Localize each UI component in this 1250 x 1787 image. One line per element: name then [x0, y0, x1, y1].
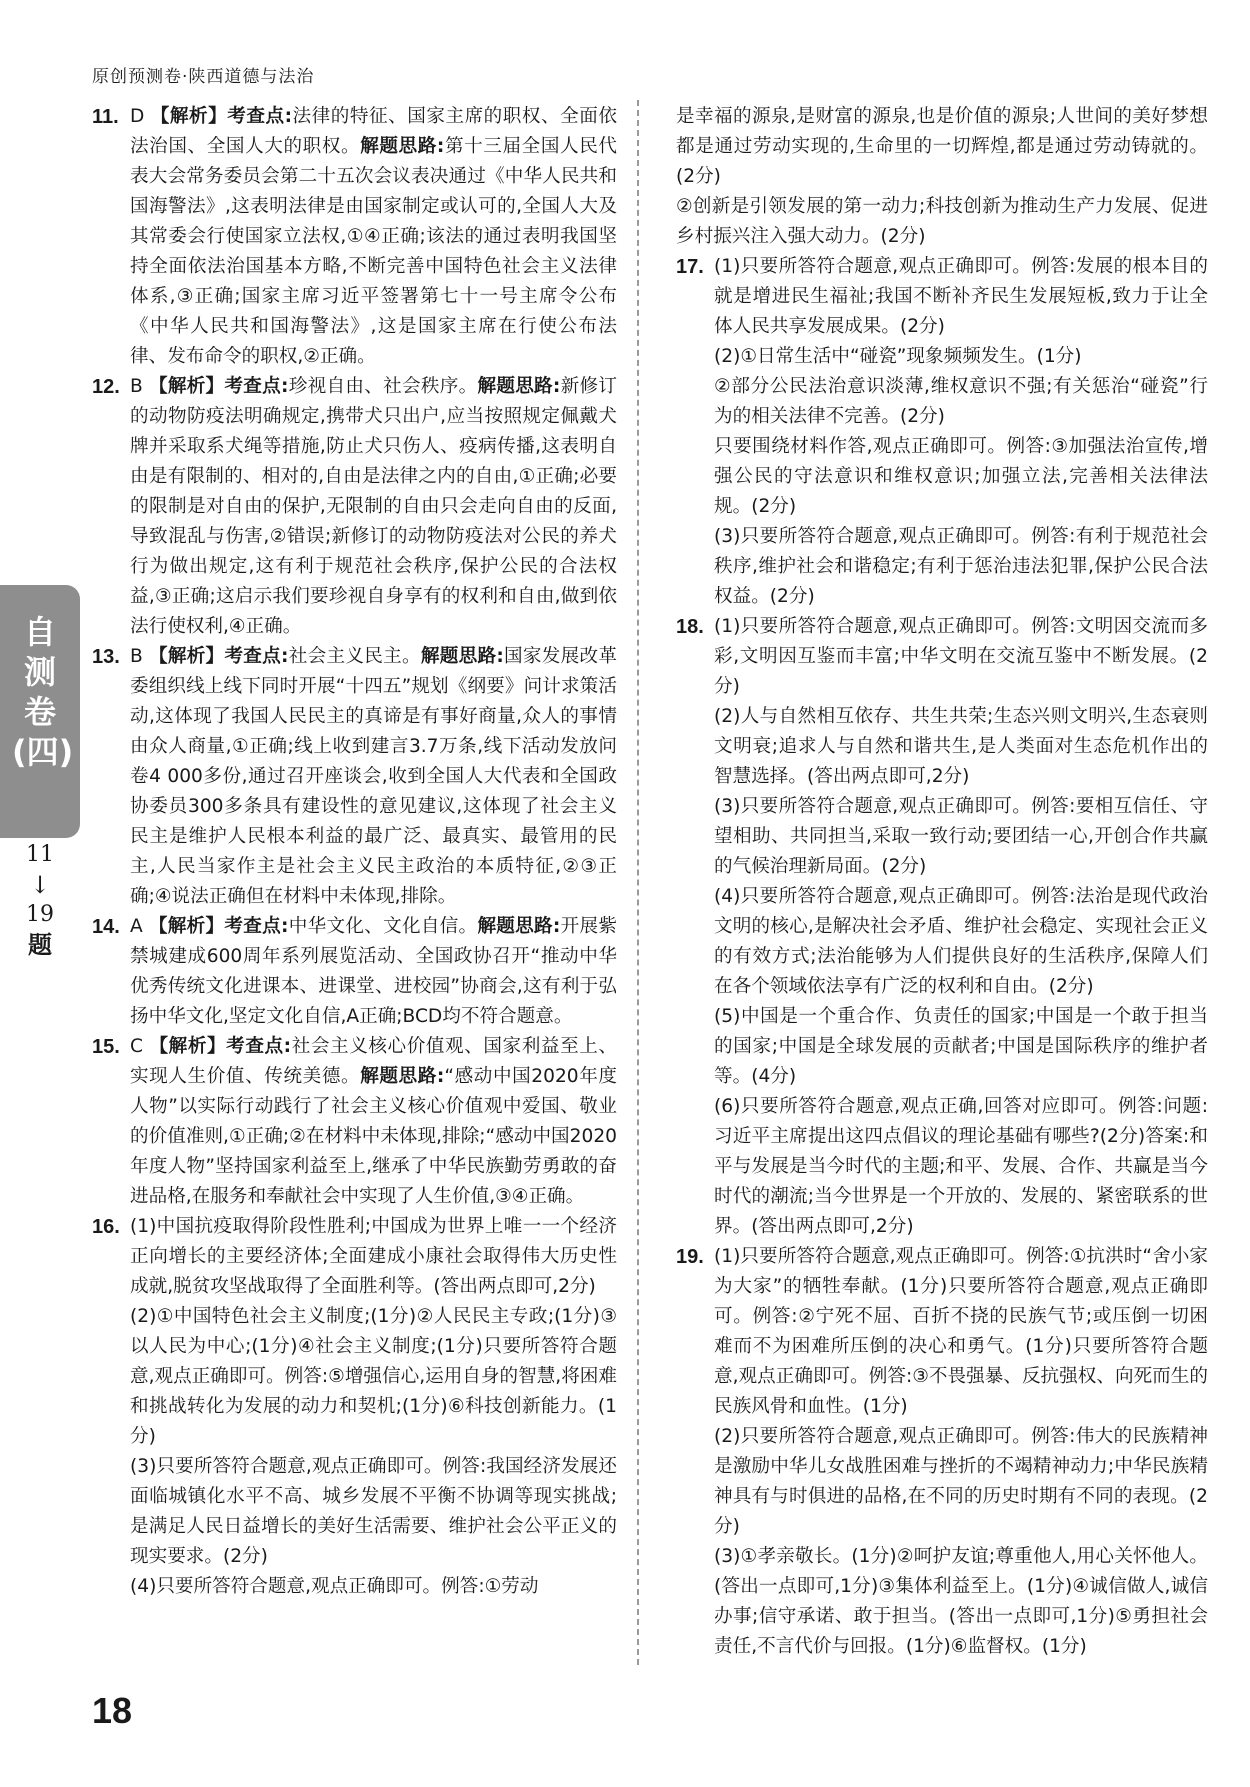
key-point-label: 考查点: [226, 1036, 292, 1057]
question-12 [92, 372, 617, 642]
key-point-label: 考查点: [224, 376, 289, 397]
sub-answer-5: ②创新是引领发展的第一动力;科技创新为推动生产力发展、促进乡村振兴注入强大动力。(2分) [676, 196, 1208, 247]
question-18 [676, 612, 1208, 1242]
question-number: 18. [676, 616, 704, 638]
sub-answer-1: (1)只要所答符合题意,观点正确即可。例答:①抗洪时“舍小家为大家”的牺牲奉献。(1分)只要所答符合题意,观点正确即可。例答:②宁死不屈、百折不挠的民族气节;或压倒一切困难而不为困难所压倒的决心和勇气。(1分)只要所答符合题意,观点正确即可。例答:③不畏强暴、反抗强权、向死而生的民族风骨和血性。(1分) [714, 1246, 1208, 1417]
page-number: 18 [92, 1690, 133, 1731]
sub-answer-3: (3)①孝亲敬长。(1分)②呵护友谊;尊重他人,用心关怀他人。(答出一点即可,1分)③集体利益至上。(1分)④诚信做人,诚信办事;信守承诺、敢于担当。(答出一点即可,1分)⑤勇担社会责任,不言代价与回报。(1分)⑥监督权。(1分) [714, 1546, 1208, 1657]
sub-answer-1: (1)中国抗疫取得阶段性胜利;中国成为世界上唯一一个经济正向增长的主要经济体;全面建成小康社会取得伟大历史性成就,脱贫攻坚战取得了全面胜利等。(答出两点即可,2分) [130, 1216, 617, 1297]
solution-text: “感动中国2020年度人物”以实际行动践行了社会主义核心价值观中爱国、敬业的价值准则,①正确;②在材料中未体现,排除;“感动中国2020年度人物”坚持国家利益至上,继承了中华民族勤劳勇敢的奋进品格,在服务和奉献社会中实现了人生价值,③④正确。 [130, 1066, 617, 1207]
solution-text: 第十三届全国人民代表大会常务委员会第二十五次会议表决通过《中华人民共和国海警法》,这表明法律是由国家制定或认可的,全国人大及其常委会行使国家立法权,①④正确;该法的通过表明我国坚持全面依法治国基本方略,不断完善中国特色社会主义法律体系,③正确;国家主席习近平签署第七十一号主席令公布《中华人民共和国海警法》,这是国家主席在行使公布法律、发布命令的职权,②正确。 [130, 136, 617, 367]
sub-answer-4: (4)只要所答符合题意,观点正确即可。例答:①劳动 [130, 1576, 539, 1597]
solution-text: 国家发展改革委组织线上线下同时开展“十四五”规划《纲要》问计求策活动,这体现了我国人民民主的真谛是有事好商量,众人的事情由众人商量,①正确;线上收到建言3.7万条,线下活动发放问卷4 000多份,通过召开座谈会,收到全国人大代表和全国政协委员300多条具有建设性的意见建议,这体现了社会主义民主是维护人民根本利益的最广泛、最真实、最管用的民主,人民当家作主是社会主义民主政治的本质特征,②③正确;④说法正确但在材料中未体现,排除。 [130, 646, 617, 907]
question-number: 17. [676, 256, 704, 278]
sub-answer-4: (4)只要所答符合题意,观点正确即可。例答:法治是现代政治文明的核心,是解决社会矛盾、维护社会稳定、实现社会正义的有效方式;法治能够为人们提供良好的生活秩序,保障人们在各个领域依法享有广泛的权利和自由。(2分) [714, 886, 1208, 997]
right-column [676, 102, 1208, 1662]
question-number: 11. [92, 106, 119, 128]
sub-answer-5: (3)只要所答符合题意,观点正确即可。例答:有利于规范社会秩序,维护社会和谐稳定;有利于惩治违法犯罪,保护公民合法权益。(2分) [714, 526, 1208, 607]
question-13 [92, 642, 617, 912]
answer-letter: B [130, 376, 143, 397]
solution-label: 解题思路: [477, 376, 561, 397]
key-point-text: 社会主义民主。 [288, 646, 421, 667]
question-15 [92, 1032, 617, 1212]
key-point-text: 法律的特征、国家主席的职权、全面依法治国、全国人大的职权。 [130, 106, 617, 157]
sub-answer-1: (1)只要所答符合题意,观点正确即可。例答:文明因交流而多彩,文明因互鉴而丰富;中华文明在交流互鉴中不断发展。(2分) [714, 616, 1208, 697]
question-number: 14. [92, 916, 120, 938]
left-column [92, 102, 617, 1602]
question-19 [676, 1242, 1208, 1662]
key-point-text: 中华文化、文化自信。 [288, 916, 478, 937]
solution-label: 解题思路: [360, 136, 445, 157]
question-number: 13. [92, 646, 120, 668]
sub-answer-2: (2)①日常生活中“碰瓷”现象频频发生。(1分) [714, 346, 1082, 367]
range-end: 19 [26, 902, 54, 927]
down-arrow-icon: ↓ [29, 871, 51, 899]
answer-letter: A [130, 916, 143, 937]
question-16-continued [676, 102, 1208, 252]
side-tab-range [8, 840, 72, 960]
sub-answer-6: (6)只要所答符合题意,观点正确,回答对应即可。例答:问题:习近平主席提出这四点倡议的理论基础有哪些?(2分)答案:和平与发展是当今时代的主题;和平、发展、合作、共赢是当今时代的潮流;当今世界是一个开放的、发展的、紧密联系的世界。(答出两点即可,2分) [714, 1096, 1208, 1237]
range-suffix: 题 [28, 930, 52, 959]
question-number: 16. [92, 1216, 120, 1238]
solution-label: 解题思路: [420, 646, 504, 667]
sub-answer-4: 只要围绕材料作答,观点正确即可。例答:③加强法治宣传,增强公民的守法意识和维权意识;加强立法,完善相关法律法规。(2分) [714, 436, 1208, 517]
answer-letter: D [130, 106, 145, 127]
sub-answer-3: (3)只要所答符合题意,观点正确即可。例答:我国经济发展还面临城镇化水平不高、城乡发展不平衡不协调等现实挑战;是满足人民日益增长的美好生活需要、维护社会公平正义的现实要求。(2分) [130, 1456, 617, 1567]
page-header: 原创预测卷·陕西道德与法治 [92, 67, 315, 87]
analysis-tag: 【解析】 [150, 106, 228, 127]
analysis-tag: 【解析】 [149, 1036, 227, 1057]
sub-answer-2: (2)只要所答符合题意,观点正确即可。例答:伟大的民族精神是激励中华儿女战胜困难与挫折的不竭精神动力;中华民族精神具有与时俱进的品格,在不同的历史时期有不同的表现。(2分) [714, 1426, 1208, 1537]
question-number: 19. [676, 1246, 704, 1268]
key-point-text: 社会主义核心价值观、国家利益至上、实现人生价值、传统美德。 [130, 1036, 617, 1087]
sub-answer-2: (2)①中国特色社会主义制度;(1分)②人民民主专政;(1分)③以人民为中心;(1分)④社会主义制度;(1分)只要所答符合题意,观点正确即可。例答:⑤增强信心,运用自身的智慧,将困难和挑战转化为发展的动力和契机;(1分)⑥科技创新能力。(1分) [130, 1306, 617, 1447]
sub-answer-3: ②部分公民法治意识淡薄,维权意识不强;有关惩治“碰瓷”行为的相关法律不完善。(2分) [714, 376, 1208, 427]
solution-label: 解题思路: [477, 916, 561, 937]
side-tab-label: 自测卷(四) [12, 613, 74, 771]
question-17 [676, 252, 1208, 612]
solution-text: 开展紫禁城建成600周年系列展览活动、全国政协召开“推动中华优秀传统文化进课本、进课堂、进校园”协商会,这有利于弘扬中华文化,坚定文化自信,A正确;BCD均不符合题意。 [130, 916, 617, 1027]
key-point-text: 珍视自由、社会秩序。 [288, 376, 478, 397]
question-number: 12. [92, 376, 120, 398]
sub-answer-1: (1)只要所答符合题意,观点正确即可。例答:发展的根本目的就是增进民生福祉;我国不断补齐民生发展短板,致力于让全体人民共享发展成果。(2分) [714, 256, 1208, 337]
question-16 [92, 1212, 617, 1602]
solution-label: 解题思路: [360, 1066, 445, 1087]
key-point-label: 考查点: [227, 106, 293, 127]
sub-answer-5: (5)中国是一个重合作、负责任的国家;中国是一个敢于担当的国家;中国是全球发展的贡献者;中国是国际秩序的维护者等。(4分) [714, 1006, 1208, 1087]
solution-text: 新修订的动物防疫法明确规定,携带犬只出户,应当按照规定佩戴犬牌并采取系犬绳等措施,防止犬只伤人、疫病传播,这表明自由是有限制的、相对的,自由是法律之内的自由,①正确;必要的限制是对自由的保护,无限制的自由只会走向自由的反面,导致混乱与伤害,②错误;新修订的动物防疫法对公民的养犬行为做出规定,这有利于规范社会秩序,保护公民的合法权益,③正确;这启示我们要珍视自身享有的权利和自由,做到依法行使权利,④正确。 [130, 376, 617, 637]
analysis-tag: 【解析】 [148, 376, 225, 397]
sub-answer-3: (3)只要所答符合题意,观点正确即可。例答:要相互信任、守望相助、共同担当,采取一致行动;要团结一心,开创合作共赢的气候治理新局面。(2分) [714, 796, 1208, 877]
answer-letter: C [130, 1036, 143, 1057]
key-point-label: 考查点: [224, 646, 289, 667]
range-start: 11 [26, 842, 54, 867]
question-11 [92, 102, 617, 372]
column-divider [637, 100, 639, 1665]
answer-letter: B [130, 646, 143, 667]
key-point-label: 考查点: [224, 916, 289, 937]
sub-answer-4-continued: 是幸福的源泉,是财富的源泉,也是价值的源泉;人世间的美好梦想都是通过劳动实现的,生命里的一切辉煌,都是通过劳动铸就的。(2分) [676, 106, 1208, 187]
question-number: 15. [92, 1036, 120, 1058]
sub-answer-2: (2)人与自然相互依存、共生共荣;生态兴则文明兴,生态衰则文明衰;追求人与自然和谐共生,是人类面对生态危机作出的智慧选择。(答出两点即可,2分) [714, 706, 1208, 787]
question-14 [92, 912, 617, 1032]
analysis-tag: 【解析】 [148, 916, 225, 937]
analysis-tag: 【解析】 [148, 646, 225, 667]
